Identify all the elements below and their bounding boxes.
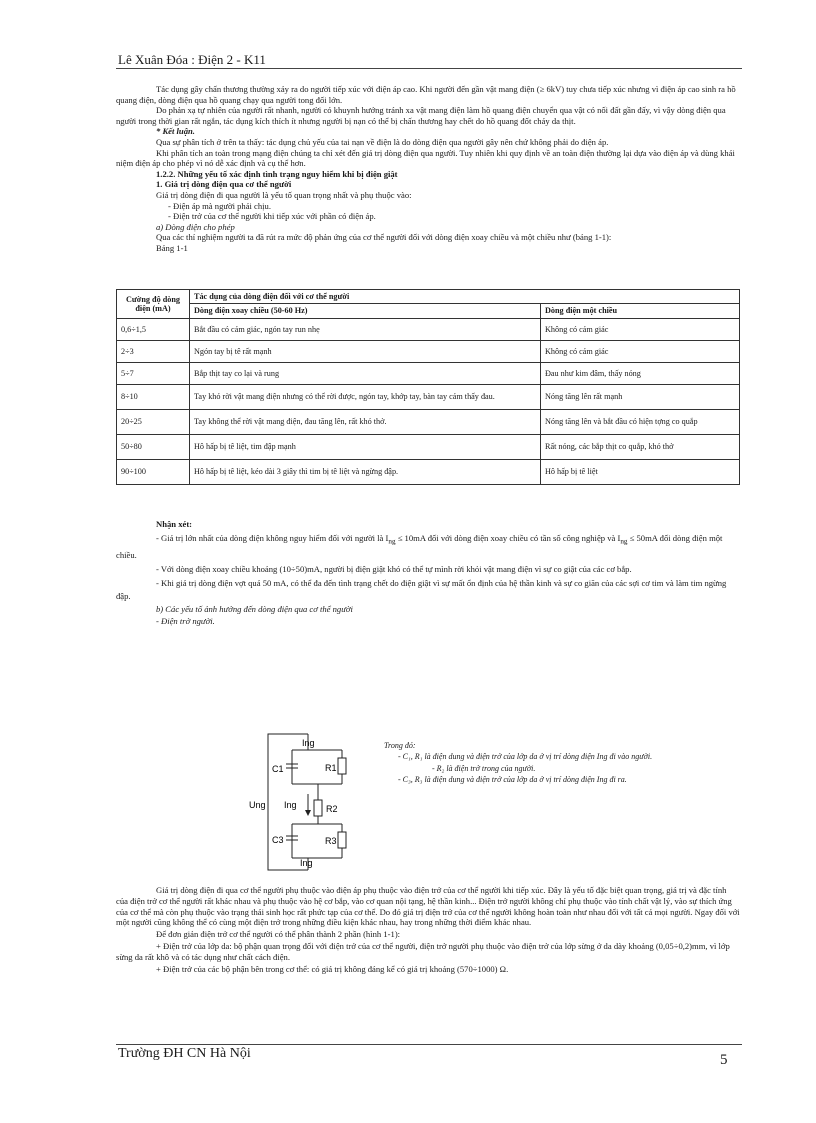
bullet-voltage: - Điện áp mà người phải chịu. (168, 200, 271, 211)
cell-range: 5÷7 (117, 362, 190, 384)
cell-dc: Đau như kim đâm, thấy nóng (541, 362, 740, 384)
header-rule (116, 68, 742, 69)
table-subheader-row (117, 304, 740, 318)
cell-dc: Rất nóng, các bắp thịt co quắp, khó thở (541, 434, 740, 459)
legend-item-3: - C₃, R₃ là điện dung và điện trở của lớp da ở vị trí dòng điện Ing đi ra. (398, 775, 627, 785)
remark-1-sub-1: ng (388, 538, 396, 547)
remark-1-part-c: ≤ 50mA đối dòng điện một chiều. (116, 533, 723, 560)
table-header-row (117, 290, 740, 304)
legend-title: Trong đó: (384, 741, 416, 750)
conclusion-paragraph-1: Qua sự phân tích ở trên ta thấy: tác dụng chủ yếu của tai nạn về điện là do dòng điện qua người gây nên chứ không phải do điện áp. (156, 136, 609, 147)
cell-dc: Hô hấp bị tê liệt (541, 459, 740, 484)
label-ing-top: Ing (302, 738, 315, 748)
page-header: Lê Xuân Đóa : Điện 2 - K11 (118, 52, 266, 67)
cell-range: 0,6÷1,5 (117, 318, 190, 340)
subsection-a-text: Qua các thí nghiệm người ta đã rút ra mức độ phản ứng của cơ thể người đối với dòng điện xoay chiều và một chiều như (bảng 1-1): (156, 232, 612, 243)
cell-range: 50÷80 (117, 434, 190, 459)
table-row (117, 409, 740, 434)
cell-ac: Ngón tay bị tê rất mạnh (190, 340, 541, 362)
table-row (117, 340, 740, 362)
resistance-paragraph: Giá trị dòng điện đi qua cơ thể người phụ thuộc vào điện áp phụ thuộc vào điện trở của cơ thể người khi tiếp xúc. Đây là yếu tố đặc biệt quan trọng, giá trị và đặc tính của điện trở cơ thể người rất khác nhau và phụ thuộc vào hệ cơ bắp, vào cơ quan nội tạng, hệ thần kinh... Điện trở người không chỉ phụ thuộc vào tính chất vật lý, vào sự thích ứng của cơ thể mà còn phụ thuộc vào trạng thái sinh học rất phức tạp của cơ thể. Do đó giá trị điện trở của cơ thể người không hoàn toàn như nhau đối với tất cả mọi người. Ngay đối với một người cũng không thể có cùng một điện trở trong những điều kiện khác nhau, hay trong những thời điểm khác nhau. (116, 885, 740, 928)
cell-range: 90÷100 (117, 459, 190, 484)
current-arrow-icon (305, 810, 311, 816)
intro-paragraph-2: Do phản xạ tự nhiên của người rất nhanh, người có khuynh hướng tránh xa vật mang điện làm hồ quang điện chuyển qua vật có nối đất gần đấy, vì vậy dòng điện qua người trong thời gian rất ngắn, tác dụng kích thích ít nhưng người bị nạn có thể bị chấn thương hay chết do hồ quang đốt cháy da thịt. (116, 105, 726, 126)
header-dc: Dòng điện một chiều (541, 304, 740, 318)
cell-ac: Bắp thịt tay co lại và rung (190, 362, 541, 384)
r1-resistor (338, 758, 346, 774)
cell-dc: Không có cảm giác (541, 340, 740, 362)
table-caption: Bảng 1-1 (156, 242, 188, 253)
table-row (117, 434, 740, 459)
intro-paragraph-1: Tác dụng gây chấn thương thường xảy ra do người tiếp xúc với điện áp cao. Khi người đến gần vật mang điện (≥ 6kV) tuy chưa tiếp xúc nhưng vì điện áp cao sinh ra hồ quang điện, dòng điện qua hồ quang chạy qua người tong đối lớn. (116, 84, 736, 105)
r3-resistor (338, 832, 346, 848)
page-number: 5 (720, 1052, 728, 1068)
r2-resistor (314, 800, 322, 816)
cell-ac: Bắt đầu có cảm giác, ngón tay run nhẹ (190, 318, 541, 340)
table-row (117, 318, 740, 340)
subsection-a: a) Dòng điện cho phép (156, 221, 235, 232)
section-heading-1: 1. Giá trị dòng điện qua cơ thể người (156, 179, 292, 190)
resistance-parts-intro: Để đơn giản điện trở cơ thể người có thể phân thành 2 phần (hình 1-1): (156, 929, 401, 940)
cell-range: 8÷10 (117, 384, 190, 409)
label-ing-middle: Ing (284, 800, 297, 810)
cell-dc: Nóng tăng lên rất mạnh (541, 384, 740, 409)
body-top (116, 84, 740, 254)
subsection-b-item: - Điện trở người. (156, 616, 215, 627)
remark-1-part-a: - Giá trị lớn nhất của dòng điện không nguy hiểm đối với người là I (156, 533, 389, 544)
conclusion-heading: * Kết luận. (156, 126, 195, 137)
remark-1-part-b: ≤ 10mA đối với dòng điện xoay chiều có tần số công nghiệp và I (395, 533, 621, 544)
remarks-heading: Nhận xét: (156, 519, 193, 529)
current-effect-table (116, 289, 740, 485)
legend-item-2: - R₂ là điện trở trong của người. (432, 763, 536, 773)
cell-ac: Tay không thể rời vật mang điện, đau tăng lên, rất khó thở. (190, 409, 541, 434)
internal-resistance-item: + Điện trở của các bộ phận bên trong cơ thể: có giá trị không đáng kể có giá trị khoảng (570÷1000) Ω. (156, 963, 509, 974)
circuit-legend (384, 740, 704, 786)
label-ing-bottom: Ing (300, 858, 313, 868)
cell-ac: Hô hấp bị tê liệt, kéo dài 3 giây thì tim bị tê liệt và ngừng đập. (190, 459, 541, 484)
body-resistance-circuit (246, 726, 376, 876)
label-c1: C1 (272, 764, 284, 774)
cell-dc: Nóng tăng lên và bắt đầu có hiện tợng co quắp (541, 409, 740, 434)
header-ac: Dòng điện xoay chiều (50-60 Hz) (190, 304, 541, 318)
remark-1-sub-2: ng (620, 538, 628, 547)
conclusion-paragraph-2: Khi phân tích an toàn trong mạng điện chúng ta chỉ xét đến giá trị dòng điện qua người. Tuy nhiên khi quy định về an toàn điện thường lại dựa vào điện áp và dùng khái niệm điện áp cho phép vì nó dễ xác định và cụ thể hơn. (116, 147, 735, 169)
legend-item-1: - C₁, R₁ là điện dung và điện trở của lớp da ở vị trí dòng điện Ing đi vào người. (398, 752, 653, 762)
bullet-resistance: - Điện trở của cơ thể người khi tiếp xúc với phần có điện áp. (168, 211, 376, 222)
section-heading-1-2-2: 1.2.2. Những yếu tố xác định tình trạng nguy hiểm khi bị điện giật (156, 168, 398, 179)
cell-range: 2÷3 (117, 340, 190, 362)
skin-resistance-item: + Điện trở của lớp da: bộ phận quan trọng đối với điện trở của cơ thể người, điện trở người phụ thuộc vào điện trở của lớp sừng ở da dày khoảng (0,05÷0,2)mm, vì lớp sừng da rất khô và có tác dụng như chất cách điện. (116, 940, 730, 962)
remarks-block (116, 518, 740, 628)
label-ung: Ung (249, 800, 266, 810)
table-row (117, 362, 740, 384)
remark-2: - Với dòng điện xoay chiều khoảng (10÷50)mA, người bị điện giật khó có thể tự mình rời khỏi vật mang điện vì sự co giật của các cơ bắp. (156, 563, 632, 574)
footer-school: Trường ĐH CN Hà Nội (118, 1046, 251, 1061)
remark-1 (116, 532, 740, 561)
cell-ac: Tay khó rời vật mang điện nhưng có thể rời được, ngón tay, khớp tay, bàn tay cảm thấy đau. (190, 384, 541, 409)
remark-3: - Khi giá trị dòng điện vợt quá 50 mA, có thể đa đến tình trạng chết do điện giật vì sự mất ổn định của hệ thần kinh và sự co giãn của các sợi cơ tim và làm tim ngừng đập. (116, 578, 727, 601)
cell-range: 20÷25 (117, 409, 190, 434)
table-row (117, 459, 740, 484)
header-effect-group: Tác dụng của dòng điện đối với cơ thể người (190, 290, 740, 304)
label-r2: R2 (326, 804, 338, 814)
footer-rule (116, 1044, 742, 1045)
label-c3: C3 (272, 835, 284, 845)
section-1-intro: Giá trị dòng điện đi qua người là yếu tố quan trọng nhất và phụ thuộc vào: (156, 189, 412, 200)
table-row (117, 384, 740, 409)
body-bottom (116, 885, 740, 975)
label-r1: R1 (325, 763, 337, 773)
label-r3: R3 (325, 836, 337, 846)
header-current: Cường độ dòng điện (mA) (117, 290, 190, 319)
subsection-b: b) Các yếu tố ảnh hưởng đến dòng điện qua cơ thể người (156, 604, 353, 615)
cell-ac: Hô hấp bị tê liệt, tim đập mạnh (190, 434, 541, 459)
cell-dc: Không có cảm giác (541, 318, 740, 340)
